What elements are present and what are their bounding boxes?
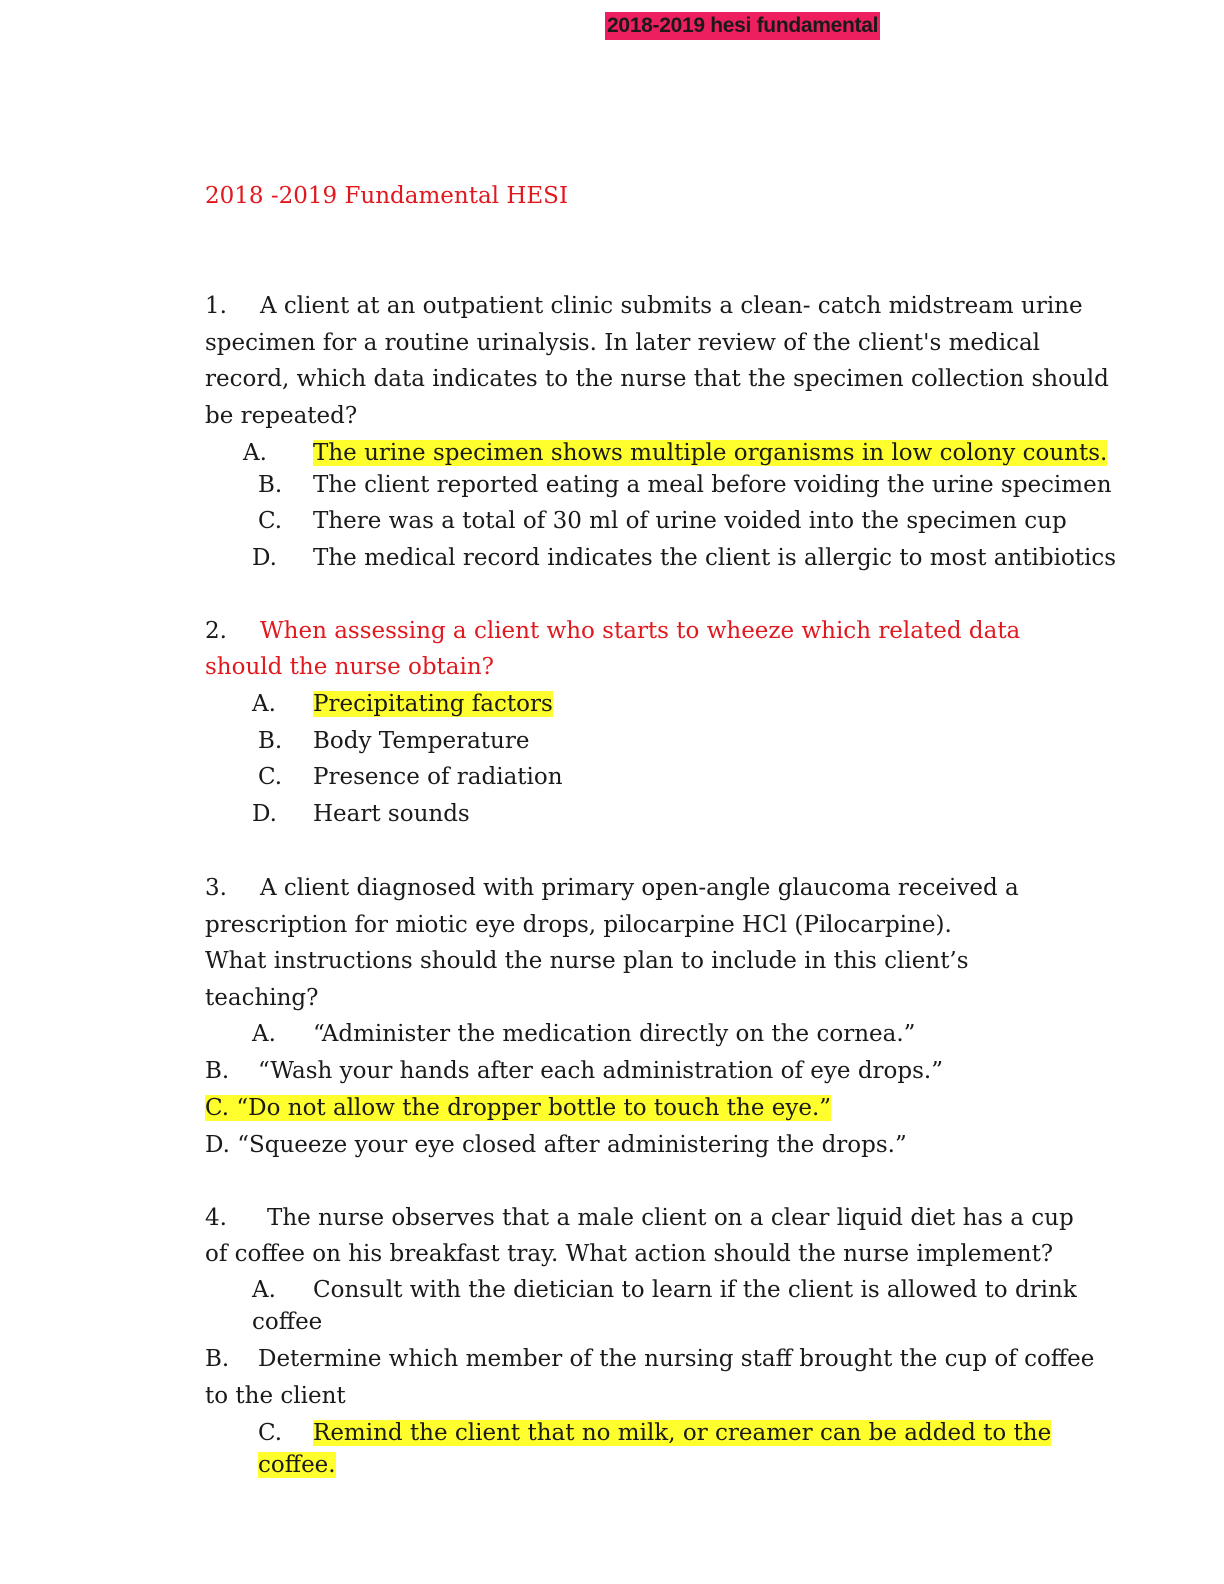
question-3-line-2: prescription for miotic eye drops, pilocarpine HCl (Pilocarpine). (205, 912, 952, 938)
question-3-line-1: 3. A client diagnosed with primary open-angle glaucoma received a (205, 875, 1019, 901)
question-1-line-4: be repeated? (205, 403, 358, 429)
question-1-option-d: D. The medical record indicates the client is allergic to most antibiotics (252, 545, 1117, 571)
question-4-number: 4. (205, 1205, 227, 1231)
question-1-line-3: record, which data indicates to the nurse that the specimen collection should (205, 366, 1109, 392)
question-2-option-c: C. Presence of radiation (258, 764, 563, 790)
question-4-line-1: 4. The nurse observes that a male client on a clear liquid diet has a cup (205, 1205, 1074, 1231)
question-4-line-2: of coffee on his breakfast tray. What action should the nurse implement? (205, 1241, 1054, 1267)
question-3-line-4: teaching? (205, 985, 319, 1011)
question-4-option-b: B. Determine which member of the nursing staff brought the cup of coffee (205, 1346, 1095, 1372)
question-1-line-1: 1. A client at an outpatient clinic submits a clean- catch midstream urine (205, 293, 1083, 319)
question-4-option-a: A. Consult with the dietician to learn if the client is allowed to drink (252, 1277, 1077, 1303)
answer-highlight: The urine specimen shows multiple organisms in low colony counts. (313, 440, 1108, 466)
question-3-option-d: D. “Squeeze your eye closed after administering the drops.” (205, 1132, 907, 1158)
question-3-option-b: B. “Wash your hands after each administration of eye drops.” (205, 1058, 943, 1084)
question-3-line-3: What instructions should the nurse plan to include in this client’s (205, 948, 969, 974)
document-title: 2018 -2019 Fundamental HESI (205, 183, 569, 209)
answer-highlight: coffee. (258, 1452, 336, 1478)
question-4-option-b-cont: to the client (205, 1383, 346, 1409)
question-3-option-a: A. “Administer the medication directly on the cornea.” (252, 1021, 916, 1047)
question-1-option-c: C. There was a total of 30 ml of urine voided into the specimen cup (258, 508, 1067, 534)
question-2-number: 2. (205, 618, 227, 644)
question-1-option-b: B. The client reported eating a meal before voiding the urine specimen (258, 472, 1112, 498)
question-2-line-1: 2. When assessing a client who starts to wheeze which related data (205, 618, 1021, 644)
question-2-option-d: D. Heart sounds (252, 801, 470, 827)
answer-highlight: Precipitating factors (313, 691, 553, 717)
question-4-option-a-cont: coffee (252, 1309, 323, 1335)
question-3-number: 3. (205, 875, 227, 901)
question-2-option-a: A. Precipitating factors (252, 691, 553, 717)
answer-highlight: C. “Do not allow the dropper bottle to touch the eye.” (205, 1095, 832, 1121)
question-1-line-2: specimen for a routine urinalysis. In later review of the client's medical (205, 330, 1041, 356)
answer-highlight: Remind the client that no milk, or creamer can be added to the (313, 1420, 1052, 1446)
question-4-option-c: C. Remind the client that no milk, or creamer can be added to the (258, 1420, 1052, 1446)
question-2-option-b: B. Body Temperature (258, 728, 530, 754)
question-1-option-a: A. The urine specimen shows multiple organisms in low colony counts. (243, 440, 1108, 466)
question-4-option-c-cont (258, 1450, 336, 1480)
question-1-number: 1. (205, 293, 227, 319)
header-banner: 2018-2019 hesi fundamental (605, 12, 880, 40)
question-3-option-c (205, 1093, 831, 1123)
question-2-line-2: should the nurse obtain? (205, 654, 495, 680)
